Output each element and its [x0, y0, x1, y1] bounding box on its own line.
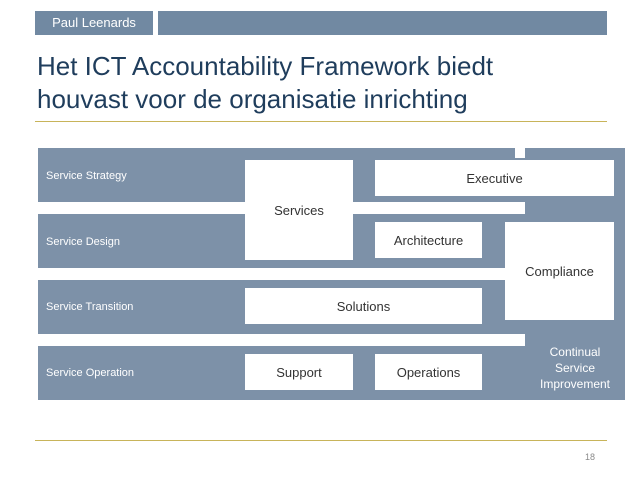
title-line-2: houvast voor de organisatie inrichting — [37, 84, 468, 114]
title-rule — [35, 121, 607, 122]
operations-box — [375, 354, 482, 390]
title-line-1: Het ICT Accountability Framework biedt — [37, 51, 494, 81]
page-number: 18 — [585, 452, 596, 462]
architecture-label: Architecture — [393, 232, 464, 248]
slide-title — [37, 50, 597, 116]
executive-box — [375, 160, 614, 196]
compliance-label: Compliance — [525, 263, 594, 279]
solutions-box — [245, 288, 482, 324]
band-label: Service Design — [46, 236, 120, 248]
support-box — [245, 354, 353, 390]
services-box — [245, 160, 353, 260]
csi-line-2: Service — [554, 361, 595, 375]
csi-label — [525, 344, 625, 392]
footer-rule — [35, 440, 607, 441]
operations-label: Operations — [396, 364, 461, 380]
header-bar — [158, 11, 607, 35]
solutions-label: Solutions — [336, 298, 391, 314]
services-label: Services — [274, 202, 324, 218]
band-label: Service Operation — [46, 367, 135, 379]
author-tab: Paul Leenards — [35, 11, 153, 35]
csi-line-3: Improvement — [539, 377, 611, 391]
band-label: Service Transition — [46, 301, 134, 313]
architecture-box — [375, 222, 482, 258]
gap — [515, 334, 525, 346]
support-label: Support — [276, 364, 322, 380]
gap — [515, 148, 525, 158]
csi-line-1: Continual — [549, 345, 601, 359]
gap — [515, 202, 525, 214]
band-label: Service Strategy — [46, 170, 127, 182]
executive-label: Executive — [466, 170, 523, 186]
compliance-box — [505, 222, 614, 320]
